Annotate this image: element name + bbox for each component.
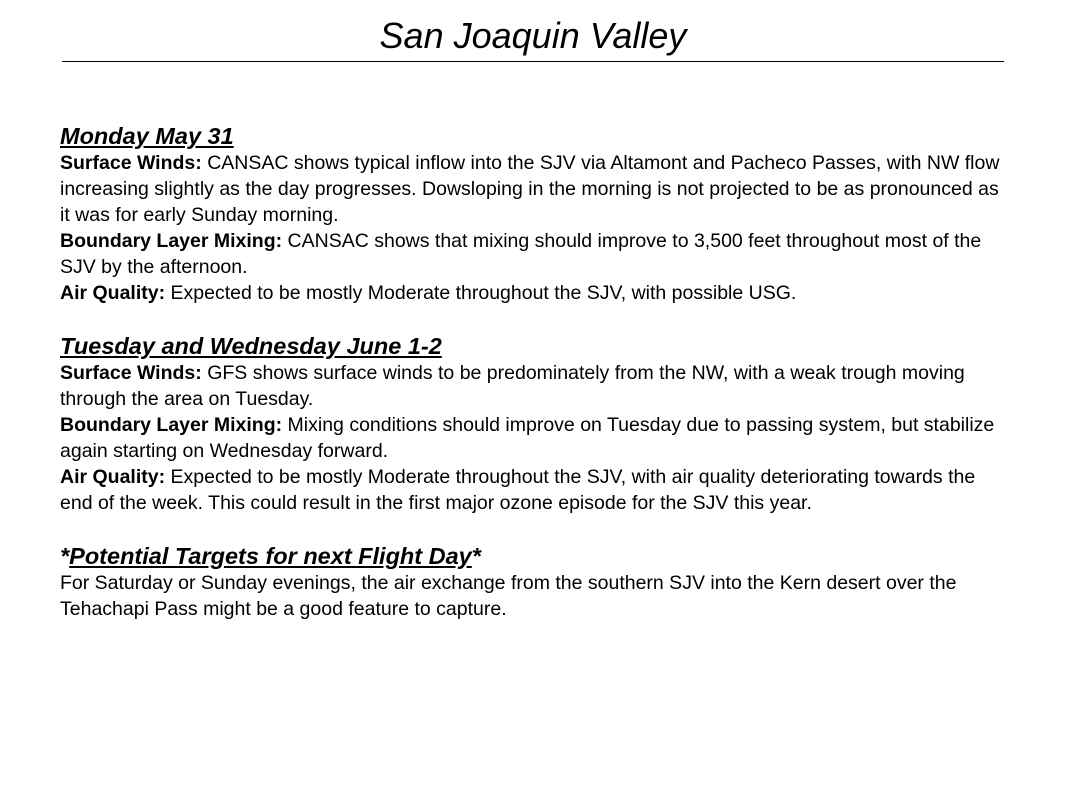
text-air-quality: Expected to be mostly Moderate throughout the SJV, with air quality deteriorating towards the end of the week. This could result in the first major ozone episode for the SJV this year. [60, 466, 976, 514]
title-divider [62, 61, 1004, 62]
section-heading-monday: Monday May 31 [60, 123, 234, 149]
text-surface-winds: GFS shows surface winds to be predominately from the NW, with a weak trough moving through the area on Tuesday. [60, 362, 965, 410]
paragraph-potential-targets: For Saturday or Sunday evenings, the air exchange from the southern SJV into the Kern desert over the Tehachapi Pass might be a good feature to capture. [60, 572, 957, 620]
section-spacer [60, 306, 1010, 332]
text-air-quality: Expected to be mostly Moderate throughout the SJV, with possible USG. [170, 282, 797, 304]
paragraph-surface-winds [60, 360, 1010, 412]
text-boundary-layer-mixing: CANSAC shows that mixing should improve to 3,500 feet throughout most of the SJV by the afternoon. [60, 230, 982, 278]
paragraph-boundary-layer-mixing [60, 412, 1010, 464]
label-air-quality: Air Quality: [60, 466, 166, 488]
section-heading-tuesday-wednesday: Tuesday and Wednesday June 1-2 [60, 333, 442, 359]
label-surface-winds: Surface Winds: [60, 362, 202, 384]
text-boundary-layer-mixing: Mixing conditions should improve on Tuesday due to passing system, but stabilize again starting on Wednesday forward. [60, 414, 995, 462]
label-surface-winds: Surface Winds: [60, 152, 202, 174]
paragraph-air-quality [60, 280, 1010, 306]
section-heading-potential-targets: *Potential Targets for next Flight Day* [60, 543, 481, 569]
section-spacer [60, 516, 1010, 542]
label-boundary-layer-mixing: Boundary Layer Mixing: [60, 230, 283, 252]
slide-content [60, 122, 1010, 622]
paragraph-air-quality [60, 464, 1010, 516]
text-surface-winds: CANSAC shows typical inflow into the SJV via Altamont and Pacheco Passes, with NW flow increasing slightly as the day progresses. Dowsloping in the morning is not projected to be as pronounced as it was for early Sunday morning. [60, 152, 1000, 226]
label-air-quality: Air Quality: [60, 282, 166, 304]
page-title: San Joaquin Valley [379, 15, 687, 56]
paragraph-boundary-layer-mixing [60, 228, 1010, 280]
paragraph-surface-winds [60, 150, 1010, 228]
label-boundary-layer-mixing: Boundary Layer Mixing: [60, 414, 283, 436]
